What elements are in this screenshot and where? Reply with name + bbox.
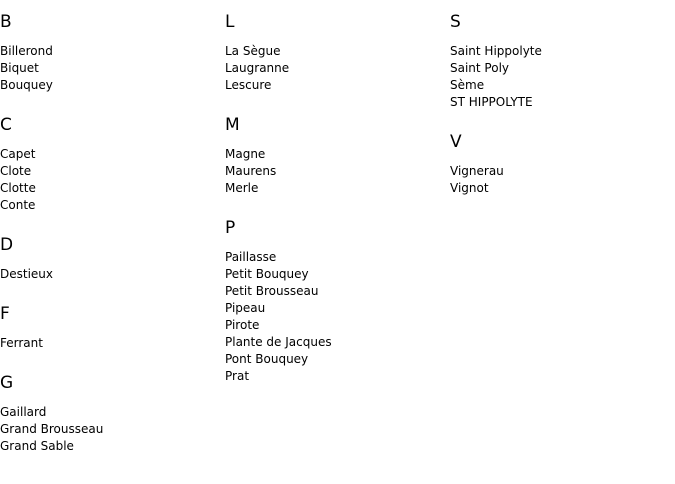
letter-group-f <box>0 303 220 352</box>
place-link[interactable]: Magne <box>225 147 266 161</box>
place-link[interactable]: Lescure <box>225 78 272 92</box>
place-link[interactable]: Pirote <box>225 318 260 332</box>
place-list <box>0 146 220 214</box>
place-link[interactable]: Billerond <box>0 44 53 58</box>
place-list <box>0 43 220 94</box>
place-link[interactable]: Grand Brousseau <box>0 422 104 436</box>
index-column-1 <box>0 11 220 475</box>
place-list <box>0 335 220 352</box>
place-list <box>0 404 220 455</box>
place-link[interactable]: Paillasse <box>225 250 277 264</box>
place-link[interactable]: Bouquey <box>0 78 53 92</box>
letter-group-s <box>450 11 670 111</box>
place-link[interactable]: Petit Brousseau <box>225 284 319 298</box>
place-link[interactable]: Grand Sable <box>0 439 74 453</box>
letter-group-d <box>0 234 220 283</box>
letter-heading: C <box>0 115 12 135</box>
letter-heading: G <box>0 373 14 393</box>
place-list <box>225 249 445 385</box>
place-list <box>225 43 445 94</box>
place-link[interactable]: Conte <box>0 198 36 212</box>
place-list <box>225 146 445 197</box>
place-link[interactable]: Ferrant <box>0 336 43 350</box>
place-link[interactable]: Vignot <box>450 181 489 195</box>
place-link[interactable]: Petit Bouquey <box>225 267 309 281</box>
place-link[interactable]: Saint Poly <box>450 61 510 75</box>
place-list <box>450 163 670 197</box>
place-link[interactable]: Vignerau <box>450 164 504 178</box>
letter-group-l <box>225 11 445 94</box>
letter-group-p <box>225 217 445 385</box>
letter-group-m <box>225 114 445 197</box>
place-link[interactable]: ST HIPPOLYTE <box>450 95 533 109</box>
place-link[interactable]: Merle <box>225 181 259 195</box>
letter-heading: B <box>0 12 12 32</box>
place-link[interactable]: La Sègue <box>225 44 281 58</box>
place-list <box>0 266 220 283</box>
place-link[interactable]: Biquet <box>0 61 39 75</box>
index-column-3 <box>450 11 670 217</box>
place-link[interactable]: Capet <box>0 147 36 161</box>
place-link[interactable]: Pont Bouquey <box>225 352 309 366</box>
place-link[interactable]: Clote <box>0 164 32 178</box>
index-column-2 <box>225 11 445 405</box>
place-link[interactable]: Plante de Jacques <box>225 335 332 349</box>
place-link[interactable]: Destieux <box>0 267 54 281</box>
place-link[interactable]: Gaillard <box>0 405 47 419</box>
letter-heading: P <box>225 218 236 238</box>
place-link[interactable]: Maurens <box>225 164 277 178</box>
letter-group-g <box>0 372 220 455</box>
place-list <box>450 43 670 111</box>
place-link[interactable]: Sème <box>450 78 485 92</box>
place-link[interactable]: Laugranne <box>225 61 290 75</box>
letter-heading: M <box>225 115 240 135</box>
letter-heading: F <box>0 304 10 324</box>
letter-heading: D <box>0 235 14 255</box>
letter-group-c <box>0 114 220 214</box>
place-link[interactable]: Clotte <box>0 181 36 195</box>
place-link[interactable]: Pipeau <box>225 301 266 315</box>
letter-heading: S <box>450 12 461 32</box>
place-link[interactable]: Prat <box>225 369 250 383</box>
place-link[interactable]: Saint Hippolyte <box>450 44 542 58</box>
letter-group-b <box>0 11 220 94</box>
letter-heading: L <box>225 12 235 32</box>
letter-heading: V <box>450 132 462 152</box>
letter-group-v <box>450 131 670 197</box>
